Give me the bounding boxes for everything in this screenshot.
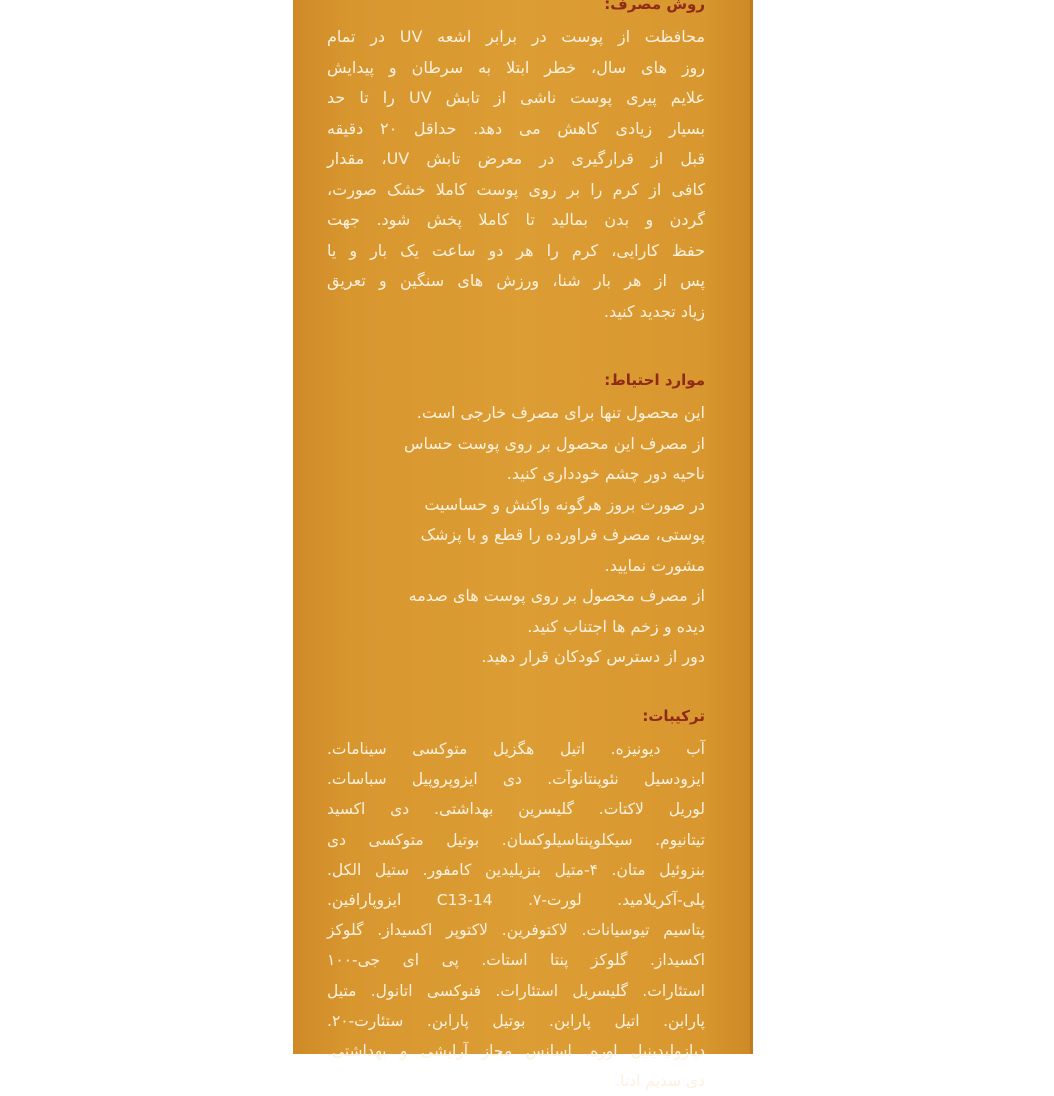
usage-line: قبل از قرارگیری در معرض تابش UV، مقدار — [327, 149, 706, 168]
usage-line: روز های سال، خطر ابتلا به سرطان و پیدایش — [327, 57, 705, 77]
ingredients-heading: ترکیبات: — [642, 707, 705, 725]
usage-section — [327, 0, 705, 327]
caution-section — [327, 370, 705, 673]
caution-line: مشورت نمایید. — [604, 555, 705, 575]
caution-line: دور از دسترس کودکان قرار دهید. — [481, 647, 705, 666]
usage-paragraph — [327, 22, 705, 327]
caution-line: پوستی، مصرف فراورده را قطع و با پزشک — [420, 525, 705, 544]
usage-line: علایم پیری پوست ناشی از تابش UV را تا حد — [327, 88, 706, 107]
usage-line: بسیار زیادی کاهش می دهد. حداقل ۲۰ دقیقه — [327, 118, 706, 138]
product-label-panel — [293, 0, 753, 1091]
ingredients-line: پلی-آکریلامید. لورت-۷. C13-14 ایزوپارافین. — [327, 891, 705, 910]
usage-line: پس از هر بار شنا، ورزش های سنگین و تعریق — [327, 271, 705, 290]
ingredients-line: بنزوئیل متان. ۴-متیل بنزیلیدین کامفور. ستیل الکل. — [327, 860, 705, 879]
caution-line: این محصول تنها برای مصرف خارجی است. — [416, 403, 705, 422]
caution-heading: موارد احتیاط: — [604, 371, 705, 389]
caution-paragraph — [327, 398, 705, 673]
caution-line: دیده و زخم ها اجتناب کنید. — [527, 616, 705, 636]
usage-line: محافظت از پوست در برابر اشعه UV در تمام — [327, 27, 705, 46]
caution-line: از مصرف این محصول بر روی پوست حساس — [403, 433, 705, 453]
ingredients-line: ایزودسیل نئوپنتانوآت. دی ایزوپروپیل سباسات. — [327, 770, 705, 789]
ingredients-paragraph — [327, 734, 705, 1096]
ingredients-line: تیتانیوم. سیکلوپنتاسیلوکسان. بوتیل متوکسی دی — [327, 830, 705, 849]
ingredients-section — [327, 706, 705, 1096]
ingredients-line: لوریل لاکتات. گلیسرین بهداشتی. دی اکسید — [327, 800, 705, 819]
ingredients-line: استئارات. گلیسریل استئارات. فنوکسی اتانول. متیل — [327, 981, 705, 1000]
caution-line: از مصرف محصول بر روی پوست های صدمه — [408, 586, 705, 605]
usage-line: حفظ کارایی، کرم را هر دو ساعت یک بار و یا — [327, 240, 705, 260]
caution-line: ناحیه دور چشم خودداری کنید. — [506, 464, 705, 483]
ingredients-line: دیازولیدینیل اوره. اسانس مجاز آرایشی و بهداشتی. — [327, 1042, 705, 1061]
ingredients-line: پتاسیم تیوسیانات. لاکتوفرین. لاکتوپر اکسیداز. گلوکز — [327, 921, 705, 940]
usage-line: زیاد تجدید کنید. — [603, 301, 705, 321]
usage-heading: روش مصرف: — [604, 0, 705, 13]
ingredients-line: پارابن. اتیل پارابن. بوتیل پارابن. ستئارت-۲۰. — [327, 1011, 705, 1030]
usage-line: گردن و بدن بمالید تا کاملا پخش شود. جهت — [327, 210, 705, 229]
caution-line: در صورت بروز هرگونه واکنش و حساسیت — [424, 494, 705, 514]
usage-line: کافی از کرم را بر روی پوست کاملا خشک صورت، — [327, 179, 705, 199]
ingredients-line: اکسیداز. گلوکز پنتا استات. پی ای جی-۱۰۰ — [327, 951, 705, 970]
ingredients-line: آب دیونیزه. اتیل هگزیل متوکسی سینامات. — [327, 740, 705, 758]
ingredients-line: دی سدیم ادتا. — [615, 1072, 705, 1091]
